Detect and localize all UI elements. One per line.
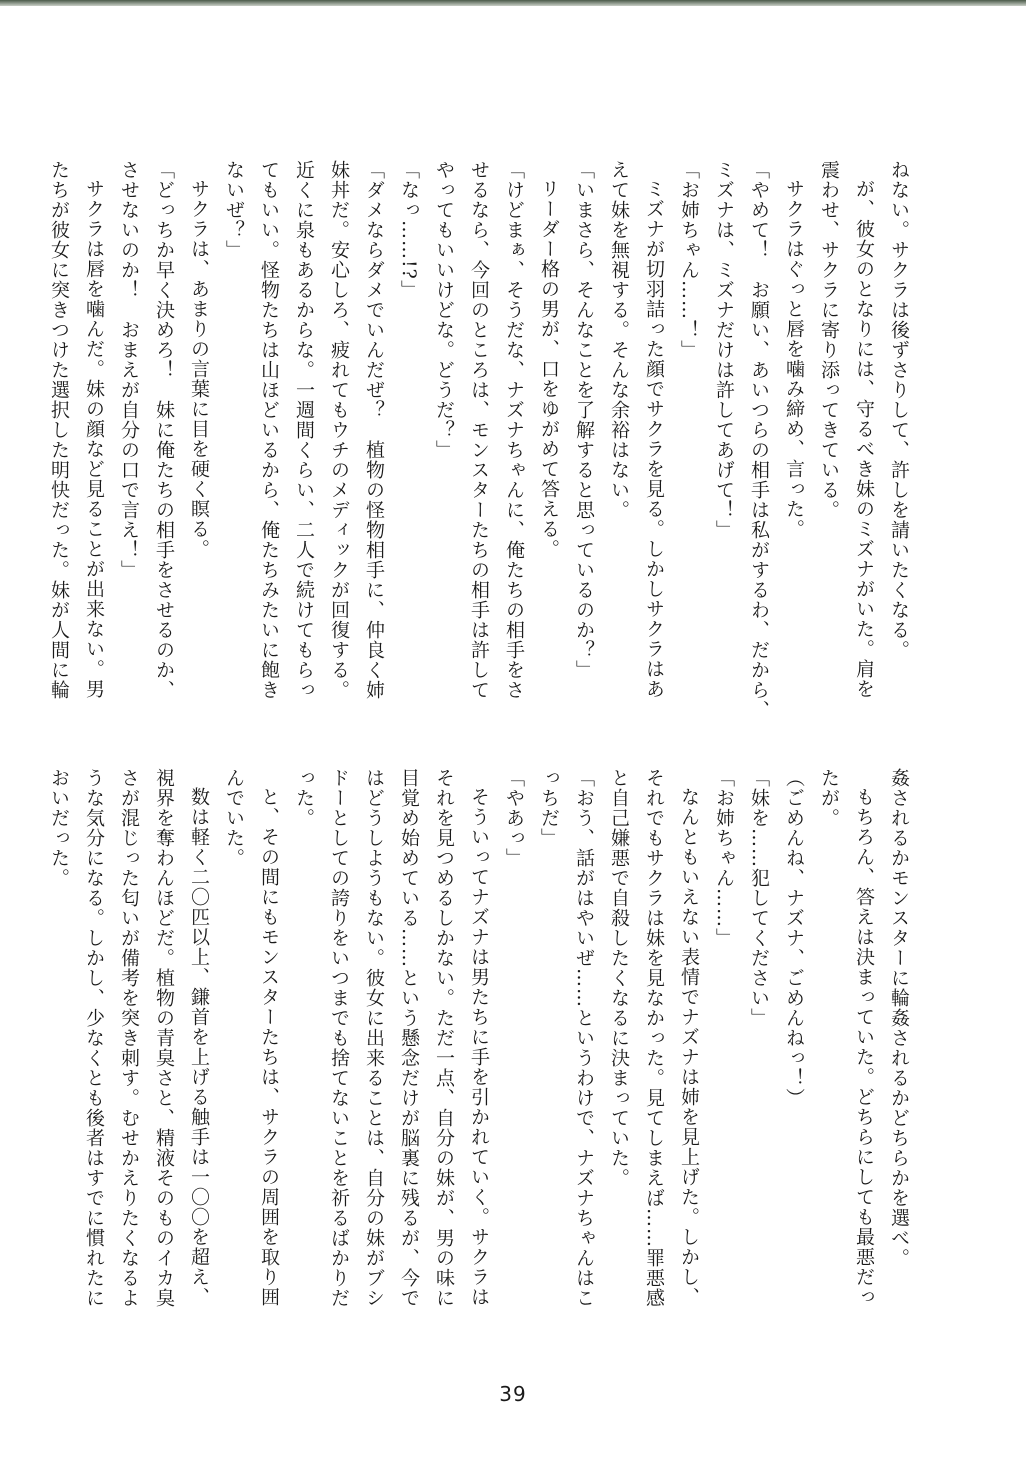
text-line: それを見つめるしかない。ただ一点、自分の妹が、男の味に <box>433 768 455 1308</box>
text-line: ねない。サクラは後ずさりして、許しを請いたくなる。 <box>888 160 910 660</box>
text-line: 視界を奪わんほどだ。植物の青臭さと、精液そのものイカ臭 <box>153 768 175 1308</box>
text-line: ミズナが切羽詰った顔でサクラを見る。しかしサクラはあ <box>643 179 665 699</box>
text-line: 震わせ、サクラに寄り添ってきている。 <box>818 160 840 520</box>
text-line: はどうしようもない。彼女に出来ることは、自分の妹がブシ <box>363 768 385 1308</box>
text-line: 姦されるかモンスターに輪姦されるかどちらかを選べ。 <box>888 768 910 1268</box>
text-line: っちだ」 <box>538 768 560 848</box>
text-line: たが。 <box>818 768 840 828</box>
upper-text-block <box>41 160 916 720</box>
page-top-edge <box>0 0 1026 6</box>
page-number: 39 <box>499 1382 527 1406</box>
text-line: 「お姉ちゃん……！」 <box>678 160 700 360</box>
text-line: 妹丼だ。安心しろ、疲れてもウチのメディックが回復する。 <box>328 160 350 700</box>
text-line: 「おう、話がはやいぜ……というわけで、ナズナちゃんはこ <box>573 768 595 1308</box>
text-line: 「やめて！ お願い、あいつらの相手は私がするわ、だから、 <box>748 160 770 720</box>
text-line: んでいた。 <box>223 768 245 868</box>
text-line: 「けどまぁ、そうだな、ナズナちゃんに、俺たちの相手をさ <box>503 160 525 700</box>
text-line: 「いまさら、そんなことを了解すると思っているのか？」 <box>573 160 595 680</box>
text-line: サクラはぐっと唇を噛み締め、言った。 <box>783 179 805 539</box>
text-line: せるなら、今回のところは、モンスターたちの相手は許して <box>468 160 490 700</box>
text-line: もちろん、答えは決まっていた。どちらにしても最悪だっ <box>853 787 875 1307</box>
text-line: サクラは唇を噛んだ。妹の顔など見ることが出来ない。男 <box>83 179 105 699</box>
text-line: させないのか！ おまえが自分の口で言え！」 <box>118 160 140 580</box>
text-line: 目覚め始めている……という懸念だけが脳裏に残るが、今で <box>398 768 420 1308</box>
text-line: サクラは、あまりの言葉に目を硬く瞑る。 <box>188 179 210 559</box>
text-line: うな気分になる。しかし、少なくとも後者はすでに慣れたに <box>83 768 105 1308</box>
text-line: （ごめんね、ナズナ、ごめんねっ！） <box>783 768 805 1108</box>
text-line: そういってナズナは男たちに手を引かれていく。サクラは <box>468 787 490 1307</box>
text-line: 「どっちか早く決めろ！ 妹に俺たちの相手をさせるのか、 <box>153 160 175 700</box>
text-line: えて妹を無視する。そんな余裕はない。 <box>608 160 630 520</box>
text-line: おいだった。 <box>48 768 70 888</box>
text-line: った。 <box>293 768 315 828</box>
text-line: リーダー格の男が、口をゆがめて答える。 <box>538 179 560 559</box>
text-line: ミズナは、ミズナだけは許してあげて！」 <box>713 160 735 540</box>
text-line: さが混じった匂いが備考を突き刺す。むせかえりたくなるよ <box>118 768 140 1308</box>
text-line: たちが彼女に突きつけた選択した明快だった。妹が人間に輪 <box>48 160 70 700</box>
text-line: 「妹を……犯してください」 <box>748 768 770 1028</box>
text-line: ないぜ？」 <box>223 160 245 260</box>
text-line: と、その間にもモンスターたちは、サクラの周囲を取り囲 <box>258 787 280 1307</box>
text-line: それでもサクラは妹を見なかった。見てしまえば……罪悪感 <box>643 768 665 1308</box>
text-line: やってもいいけどな。どうだ？」 <box>433 160 455 460</box>
text-line: 「お姉ちゃん……」 <box>713 768 735 948</box>
text-line: 「やあっ」 <box>503 768 525 868</box>
text-line: が、彼女のとなりには、守るべき妹のミズナがいた。肩を <box>853 179 875 699</box>
text-line: なんともいえない表情でナズナは姉を見上げた。しかし、 <box>678 787 700 1307</box>
lower-text-block <box>41 768 916 1308</box>
text-line: 近くに泉もあるからな。一週間くらい、二人で続けてもらっ <box>293 160 315 700</box>
text-line: 「ダメならダメでいんだぜ？ 植物の怪物相手に、仲良く姉 <box>363 160 385 700</box>
text-line: ドーとしての誇りをいつまでも捨てないことを祈るばかりだ <box>328 768 350 1308</box>
text-line: と自己嫌悪で自殺したくなるに決まっていた。 <box>608 768 630 1188</box>
text-line: 「なっ……!?」 <box>398 160 420 300</box>
text-line: てもいい。怪物たちは山ほどいるから、俺たちみたいに飽き <box>258 160 280 700</box>
text-line: 数は軽く二〇匹以上、鎌首を上げる触手は一〇〇を超え、 <box>188 787 210 1307</box>
